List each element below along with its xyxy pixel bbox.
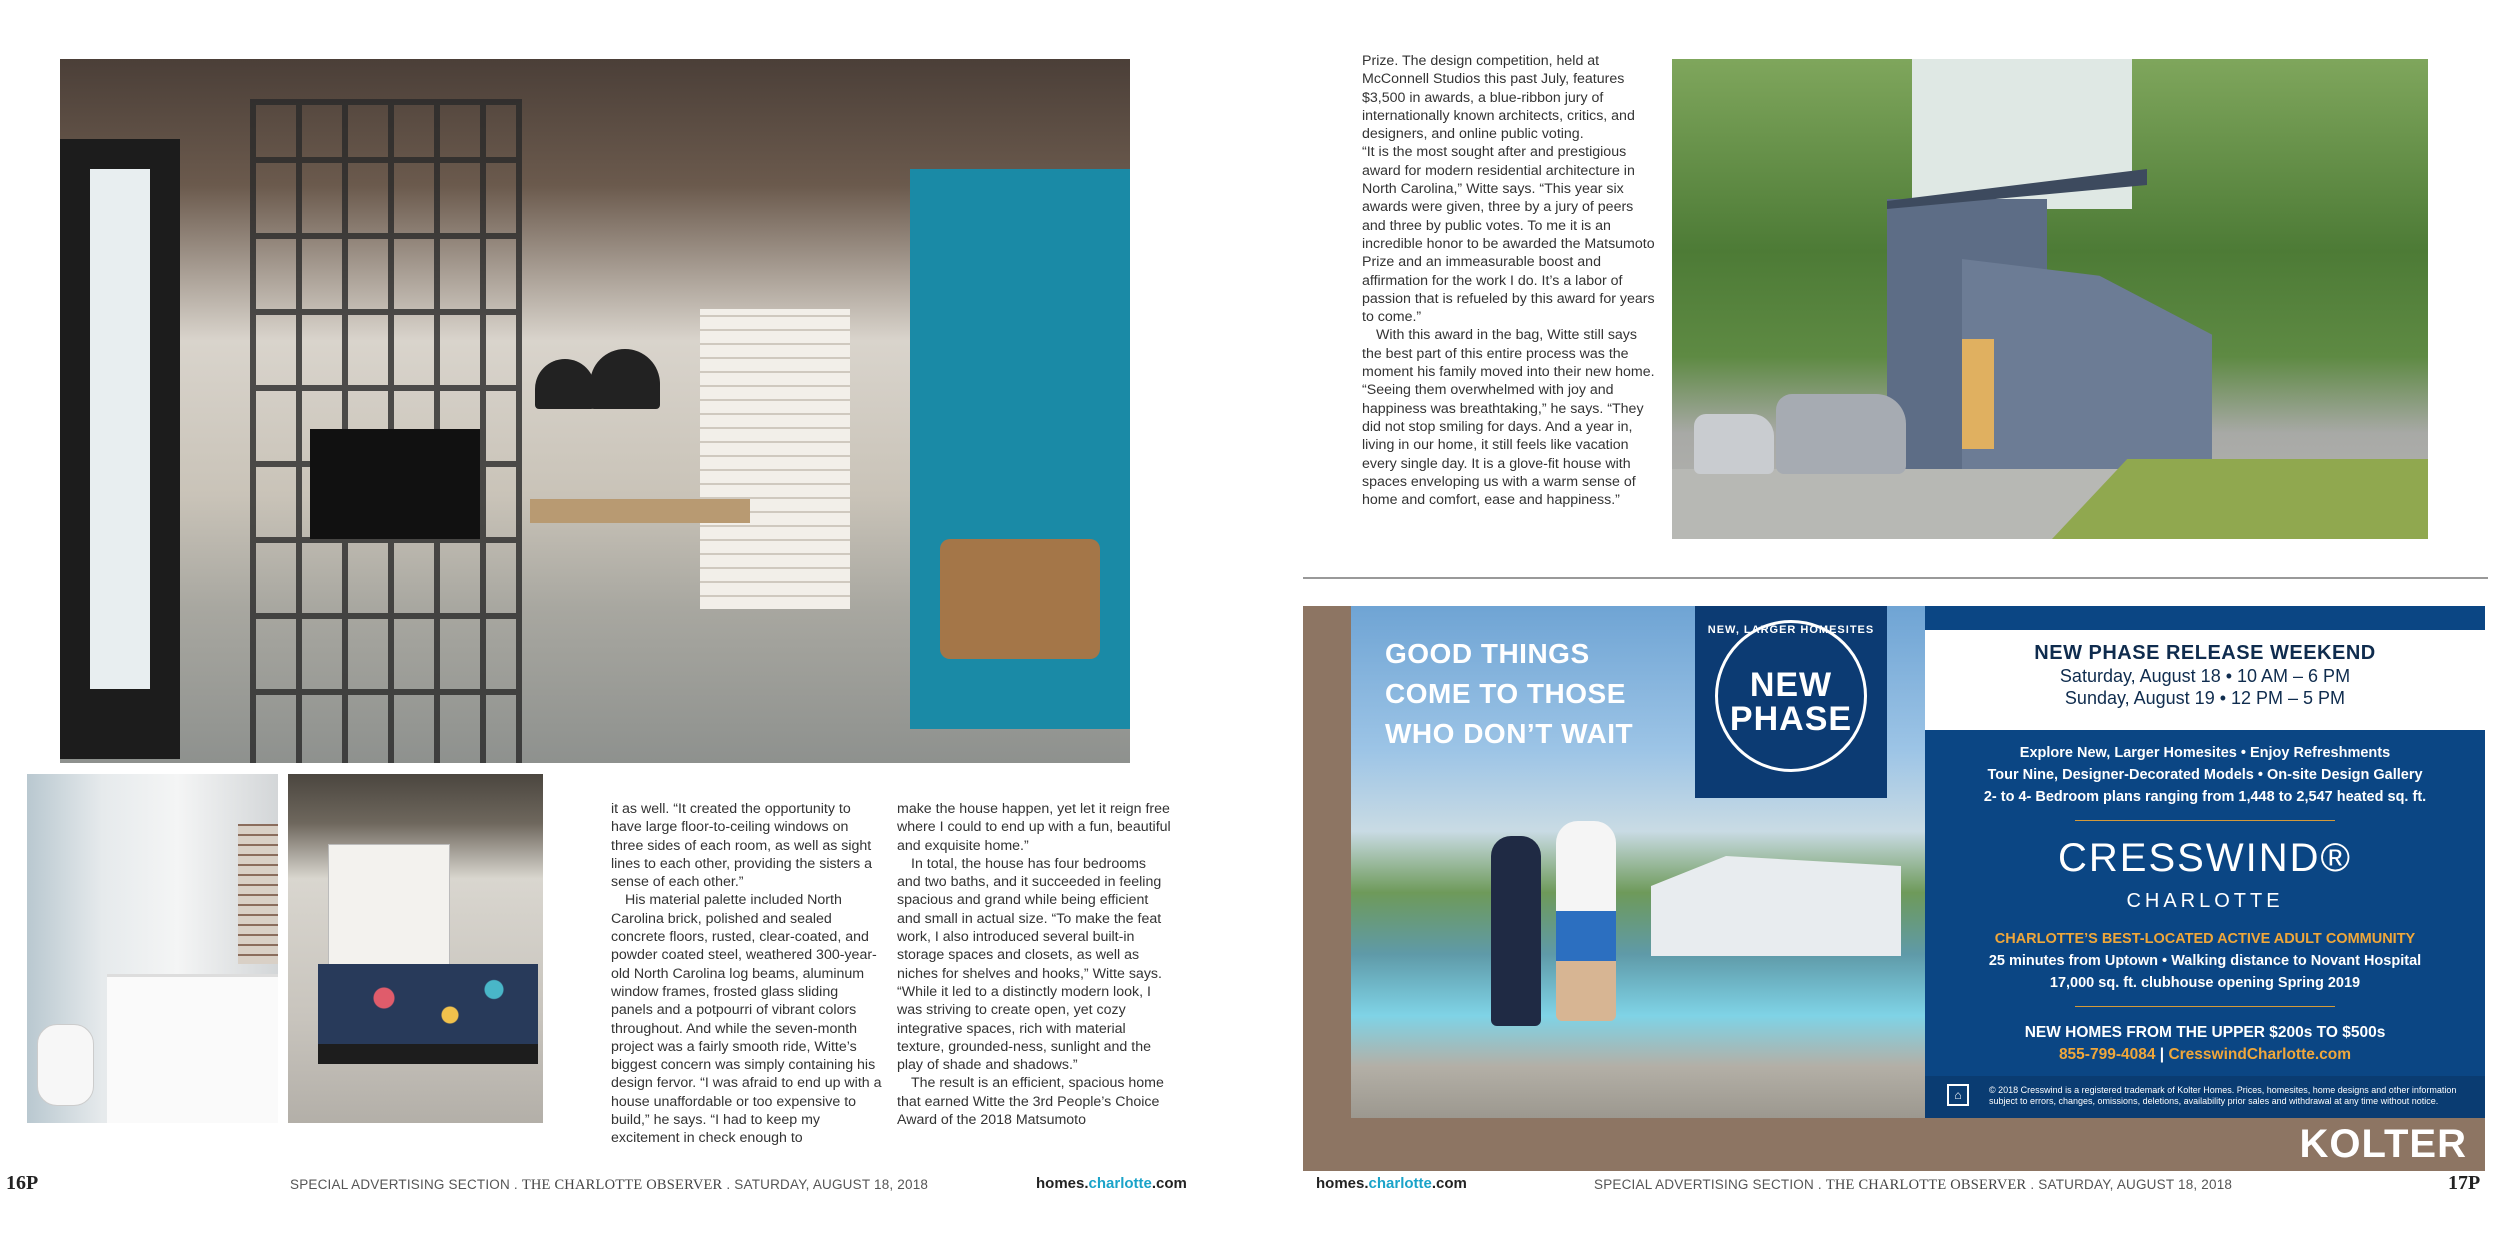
logo-text: charlotte [1088,1175,1152,1192]
feature-line: Tour Nine, Designer-Decorated Models • On-site Design Gallery [1987,767,2423,783]
ad-tagline: CHARLOTTE’S BEST-LOCATED ACTIVE ADULT COMMUNITY [1994,931,2416,947]
logo-text: homes. [1316,1175,1369,1192]
homes-charlotte-logo-right[interactable] [1316,1175,1467,1192]
cresswind-city: CHARLOTTE [2126,890,2284,912]
article-column-3 [1362,52,1658,509]
headline-line: COME TO THOSE [1385,678,1626,709]
paragraph: The result is an efficient, spacious home that earned Witte the 3rd People’s Choice Award of the 2018 Matsumoto [897,1075,1164,1129]
article-column-2 [897,800,1173,1129]
paragraph: With this award in the bag, Witte still says the best part of this entire process was the moment his family moved into their new home. “Seeing them overwhelmed with joy and happiness was breathtaking,” he says. “They did not stop smiling for days. And a year in, living in our home, it still feels like vacation every single day. It is a glove-fit house with spaces enveloping us with a warm sense of home and comfort, ease and happiness.” [1362,327,1655,509]
release-date-2: Sunday, August 19 • 12 PM – 5 PM [2064,688,2346,708]
release-date-1: Saturday, August 18 • 10 AM – 6 PM [2059,666,2351,686]
location-line: 25 minutes from Uptown • Walking distance to Novant Hospital [1988,953,2422,969]
footer-section: SPECIAL ADVERTISING SECTION [1594,1177,1814,1192]
headline-line: GOOD THINGS [1385,638,1590,669]
new-phase-badge [1695,606,1887,798]
page-folio-right: 17P [2448,1172,2481,1194]
release-weekend-box [1925,630,2485,730]
paragraph: His material palette included North Carolina brick, polished and sealed concrete floors, rusted, clear-coated, and powder coated steel, weathered 300-year-old North Carolina log beams, aluminum window frames, frosted glass sliding panels and a potpourri of vibrant colors throughout. And while the seven-month project was a fairly smooth ride, Witte’s biggest concern was simply containing his design fervor. “I was afraid to end up with a house unaffordable or too expensive to build,” he says. “I had to keep my excitement in check enough to [611,892,882,1147]
location-line: 17,000 sq. ft. clubhouse opening Spring 2019 [2049,975,2361,991]
paragraph: it as well. “It created the opportunity to have large floor-to-ceiling windows on three sides of each room, as well as sight lines to each other, providing the sisters a sense of each other.” [611,801,873,891]
ad-headline [1385,634,1685,754]
house-exterior-photo [1672,59,2428,539]
paragraph: “It is the most sought after and prestigious award for modern residential architecture in North Carolina,” Witte says. “This year six awards were given, three by a jury of peers and three by public votes. To me it is an incredible honor to be awarded the Matsumoto Prize and an immeasurable boost and affirmation for the work I do. It’s a labor of passion that is refueled by this award for years to come.” [1362,144,1655,326]
logo-text: .com [1151,1175,1187,1192]
ad-rule [2075,820,2335,821]
ad-rule [2075,1006,2335,1007]
release-title: NEW PHASE RELEASE WEEKEND [2034,642,2376,664]
cresswind-logo: CRESSWIND® [2058,836,2352,880]
contact-line [1925,1044,2485,1066]
footer-section: SPECIAL ADVERTISING SECTION [290,1177,510,1192]
feature-line: 2- to 4- Bedroom plans ranging from 1,448 to 2,547 heated sq. ft. [1983,789,2427,805]
footer-right [1594,1177,2232,1194]
legal-text: © 2018 Cresswind is a registered trademark of Kolter Homes. Prices, homesites, home designs and other information subject to errors, changes, omissions, deletions, availability prior sales and withdrawal at any time without notice. [1989,1085,2457,1106]
footer-sep: . [2030,1177,2035,1192]
logo-text: homes. [1036,1175,1089,1192]
paragraph: make the house happen, yet let it reign free where I could to end up with a fun, beautiful and exquisite home.” [897,801,1171,854]
logo-text: .com [1431,1175,1467,1192]
feature-line: Explore New, Larger Homesites • Enjoy Refreshments [2019,745,2391,761]
footer-sep: . [726,1177,731,1192]
kolter-logo: KOLTER [2299,1122,2467,1166]
footer-sep: . [513,1177,518,1192]
badge-line: PHASE [1729,700,1853,738]
section-divider [1303,577,2488,579]
cresswind-advertisement[interactable] [1303,606,2485,1171]
article-column-1 [611,800,883,1148]
footer-sep: . [1817,1177,1822,1192]
paragraph: In total, the house has four bedrooms and two baths, and it succeeded in feeling spacious and grand while being efficient and small in actual size. “To make the feat work, I also introduced several built-in storage spaces and closets, as well as niches for shelves and hooks,” Witte says. “While it led to a distinctly modern look, I was striving to create open, yet cozy integrative spaces, rich with material texture, grounded-ness, sunlight and the play of shade and shadows.” [897,855,1162,1074]
footer-date: SATURDAY, AUGUST 18, 2018 [2038,1177,2233,1192]
badge-line: NEW [1749,666,1833,704]
paragraph: Prize. The design competition, held at McConnell Studios this past July, features $3,500 in awards, a blue-ribbon jury of internationally known architects, critics, and designers, and online public voting. [1362,53,1635,143]
website-link[interactable]: CresswindCharlotte.com [2168,1046,2352,1063]
footer-left [290,1177,928,1194]
kitchen-dining-photo [60,59,1130,763]
footer-paper: THE CHARLOTTE OBSERVER [1825,1177,2027,1193]
ad-info-panel [1925,606,2485,1118]
contact-sep: | [2159,1046,2165,1063]
badge-arc-text: NEW, LARGER HOMESITES [1707,624,1875,636]
price-line: NEW HOMES FROM THE UPPER $200s TO $500s [2024,1024,2386,1041]
bathroom-photo [27,774,278,1123]
headline-line: WHO DON’T WAIT [1385,718,1634,749]
logo-text: charlotte [1368,1175,1432,1192]
badge-text [1695,668,1887,736]
footer-paper: THE CHARLOTTE OBSERVER [521,1177,723,1193]
ad-legal-bar [1925,1076,2485,1118]
equal-housing-icon: ⌂ [1947,1084,1969,1106]
footer-date: SATURDAY, AUGUST 18, 2018 [734,1177,929,1192]
bedroom-photo [288,774,543,1123]
page-folio-left: 16P [6,1172,39,1194]
homes-charlotte-logo-left[interactable] [1036,1175,1187,1192]
phone-link[interactable]: 855-799-4084 [2058,1046,2156,1063]
